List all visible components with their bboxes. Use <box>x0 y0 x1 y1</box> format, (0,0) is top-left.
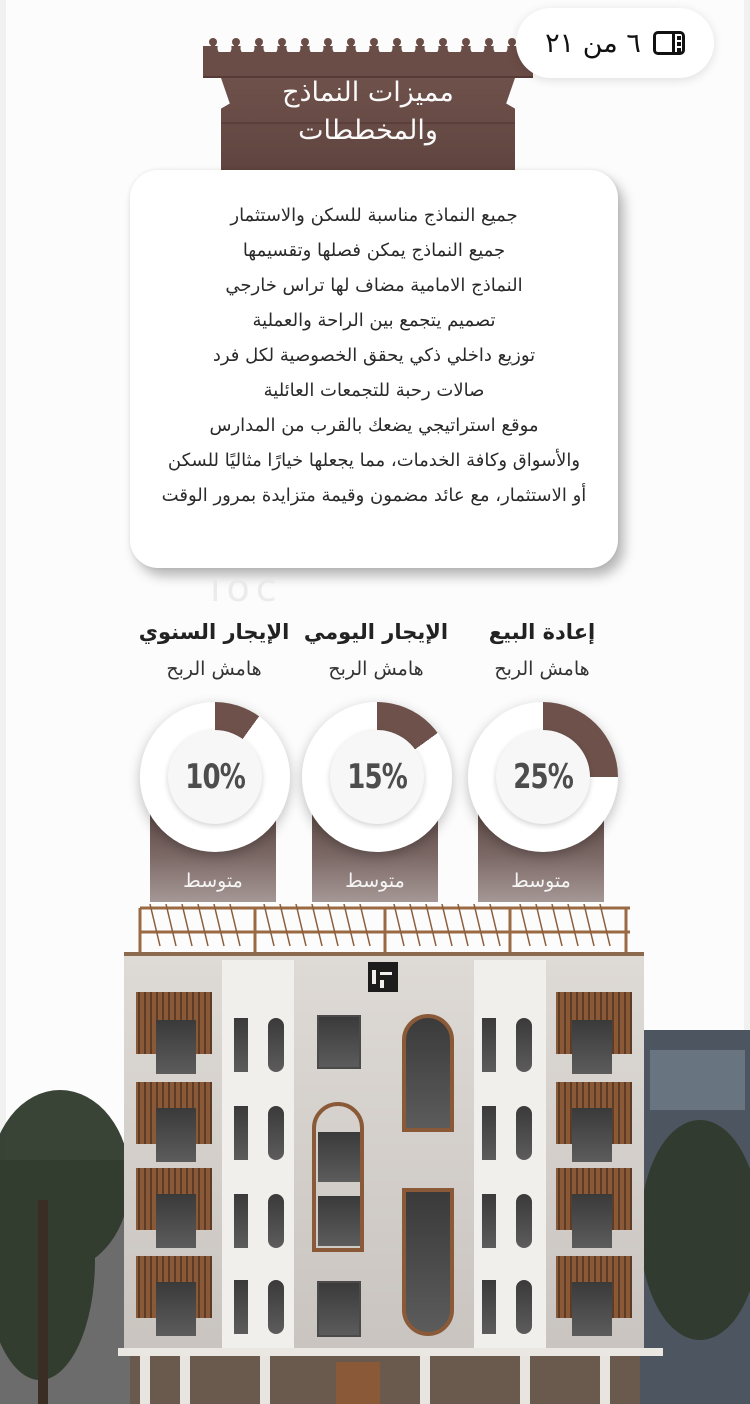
feature-item: جميع النماذج يمكن فصلها وتقسيمها <box>242 240 506 261</box>
feature-item: أو الاستثمار، مع عائد مضمون وقيمة متزايدة بمرور الوقت <box>161 485 587 506</box>
building-image <box>0 900 750 1404</box>
stat-title: إعادة البيع <box>488 620 596 644</box>
stat-tab-label: متوسط <box>345 870 405 892</box>
features-list <box>130 198 618 513</box>
donut-chart <box>302 702 452 852</box>
donut-value: 15% <box>347 757 407 797</box>
sidebar-panel-icon <box>653 31 685 55</box>
donut-center <box>168 730 262 824</box>
feature-item: والأسواق وكافة الخدمات، مما يجعلها خيارًا مثاليًا للسكن <box>167 450 581 471</box>
building-facade-illustration <box>0 900 750 1404</box>
donut-value: 25% <box>513 757 573 797</box>
stat-tab-label: متوسط <box>183 870 243 892</box>
banner-title <box>221 74 515 150</box>
stat-daily-rent <box>296 620 456 902</box>
section-banner <box>203 34 533 152</box>
stat-title: الإيجار السنوي <box>138 620 290 644</box>
feature-item: جميع النماذج مناسبة للسكن والاستثمار <box>230 205 518 226</box>
page-counter-text: ٦ من ٢١ <box>545 27 641 59</box>
stat-subtitle: هامش الربح <box>328 658 424 680</box>
feature-item: تصميم يتجمع بين الراحة والعملية <box>252 310 496 331</box>
stat-subtitle: هامش الربح <box>166 658 262 680</box>
donut-value: 10% <box>185 757 245 797</box>
donut-center <box>496 730 590 824</box>
feature-item: النماذج الامامية مضاف لها تراس خارجي <box>225 275 523 296</box>
feature-item: موقع استراتيجي يضعك بالقرب من المدارس <box>209 415 539 436</box>
banner-title-line: والمخططات <box>298 115 438 146</box>
feature-item: توزيع داخلي ذكي يحقق الخصوصية لكل فرد <box>212 345 536 366</box>
donut-center <box>330 730 424 824</box>
donut-chart <box>468 702 618 852</box>
stat-tab-label: متوسط <box>511 870 571 892</box>
stat-resale <box>462 620 622 902</box>
stat-title: الإيجار اليومي <box>303 620 449 644</box>
banner-title-line: مميزات النماذج <box>282 77 454 108</box>
stat-annual-rent <box>134 620 294 902</box>
watermark: ıoc <box>210 566 283 610</box>
stat-subtitle: هامش الربح <box>494 658 590 680</box>
page-counter-button[interactable] <box>516 8 714 78</box>
building-logo-icon <box>368 962 398 992</box>
features-card <box>130 170 618 568</box>
feature-item: صالات رحبة للتجمعات العائلية <box>263 380 485 401</box>
donut-chart <box>140 702 290 852</box>
